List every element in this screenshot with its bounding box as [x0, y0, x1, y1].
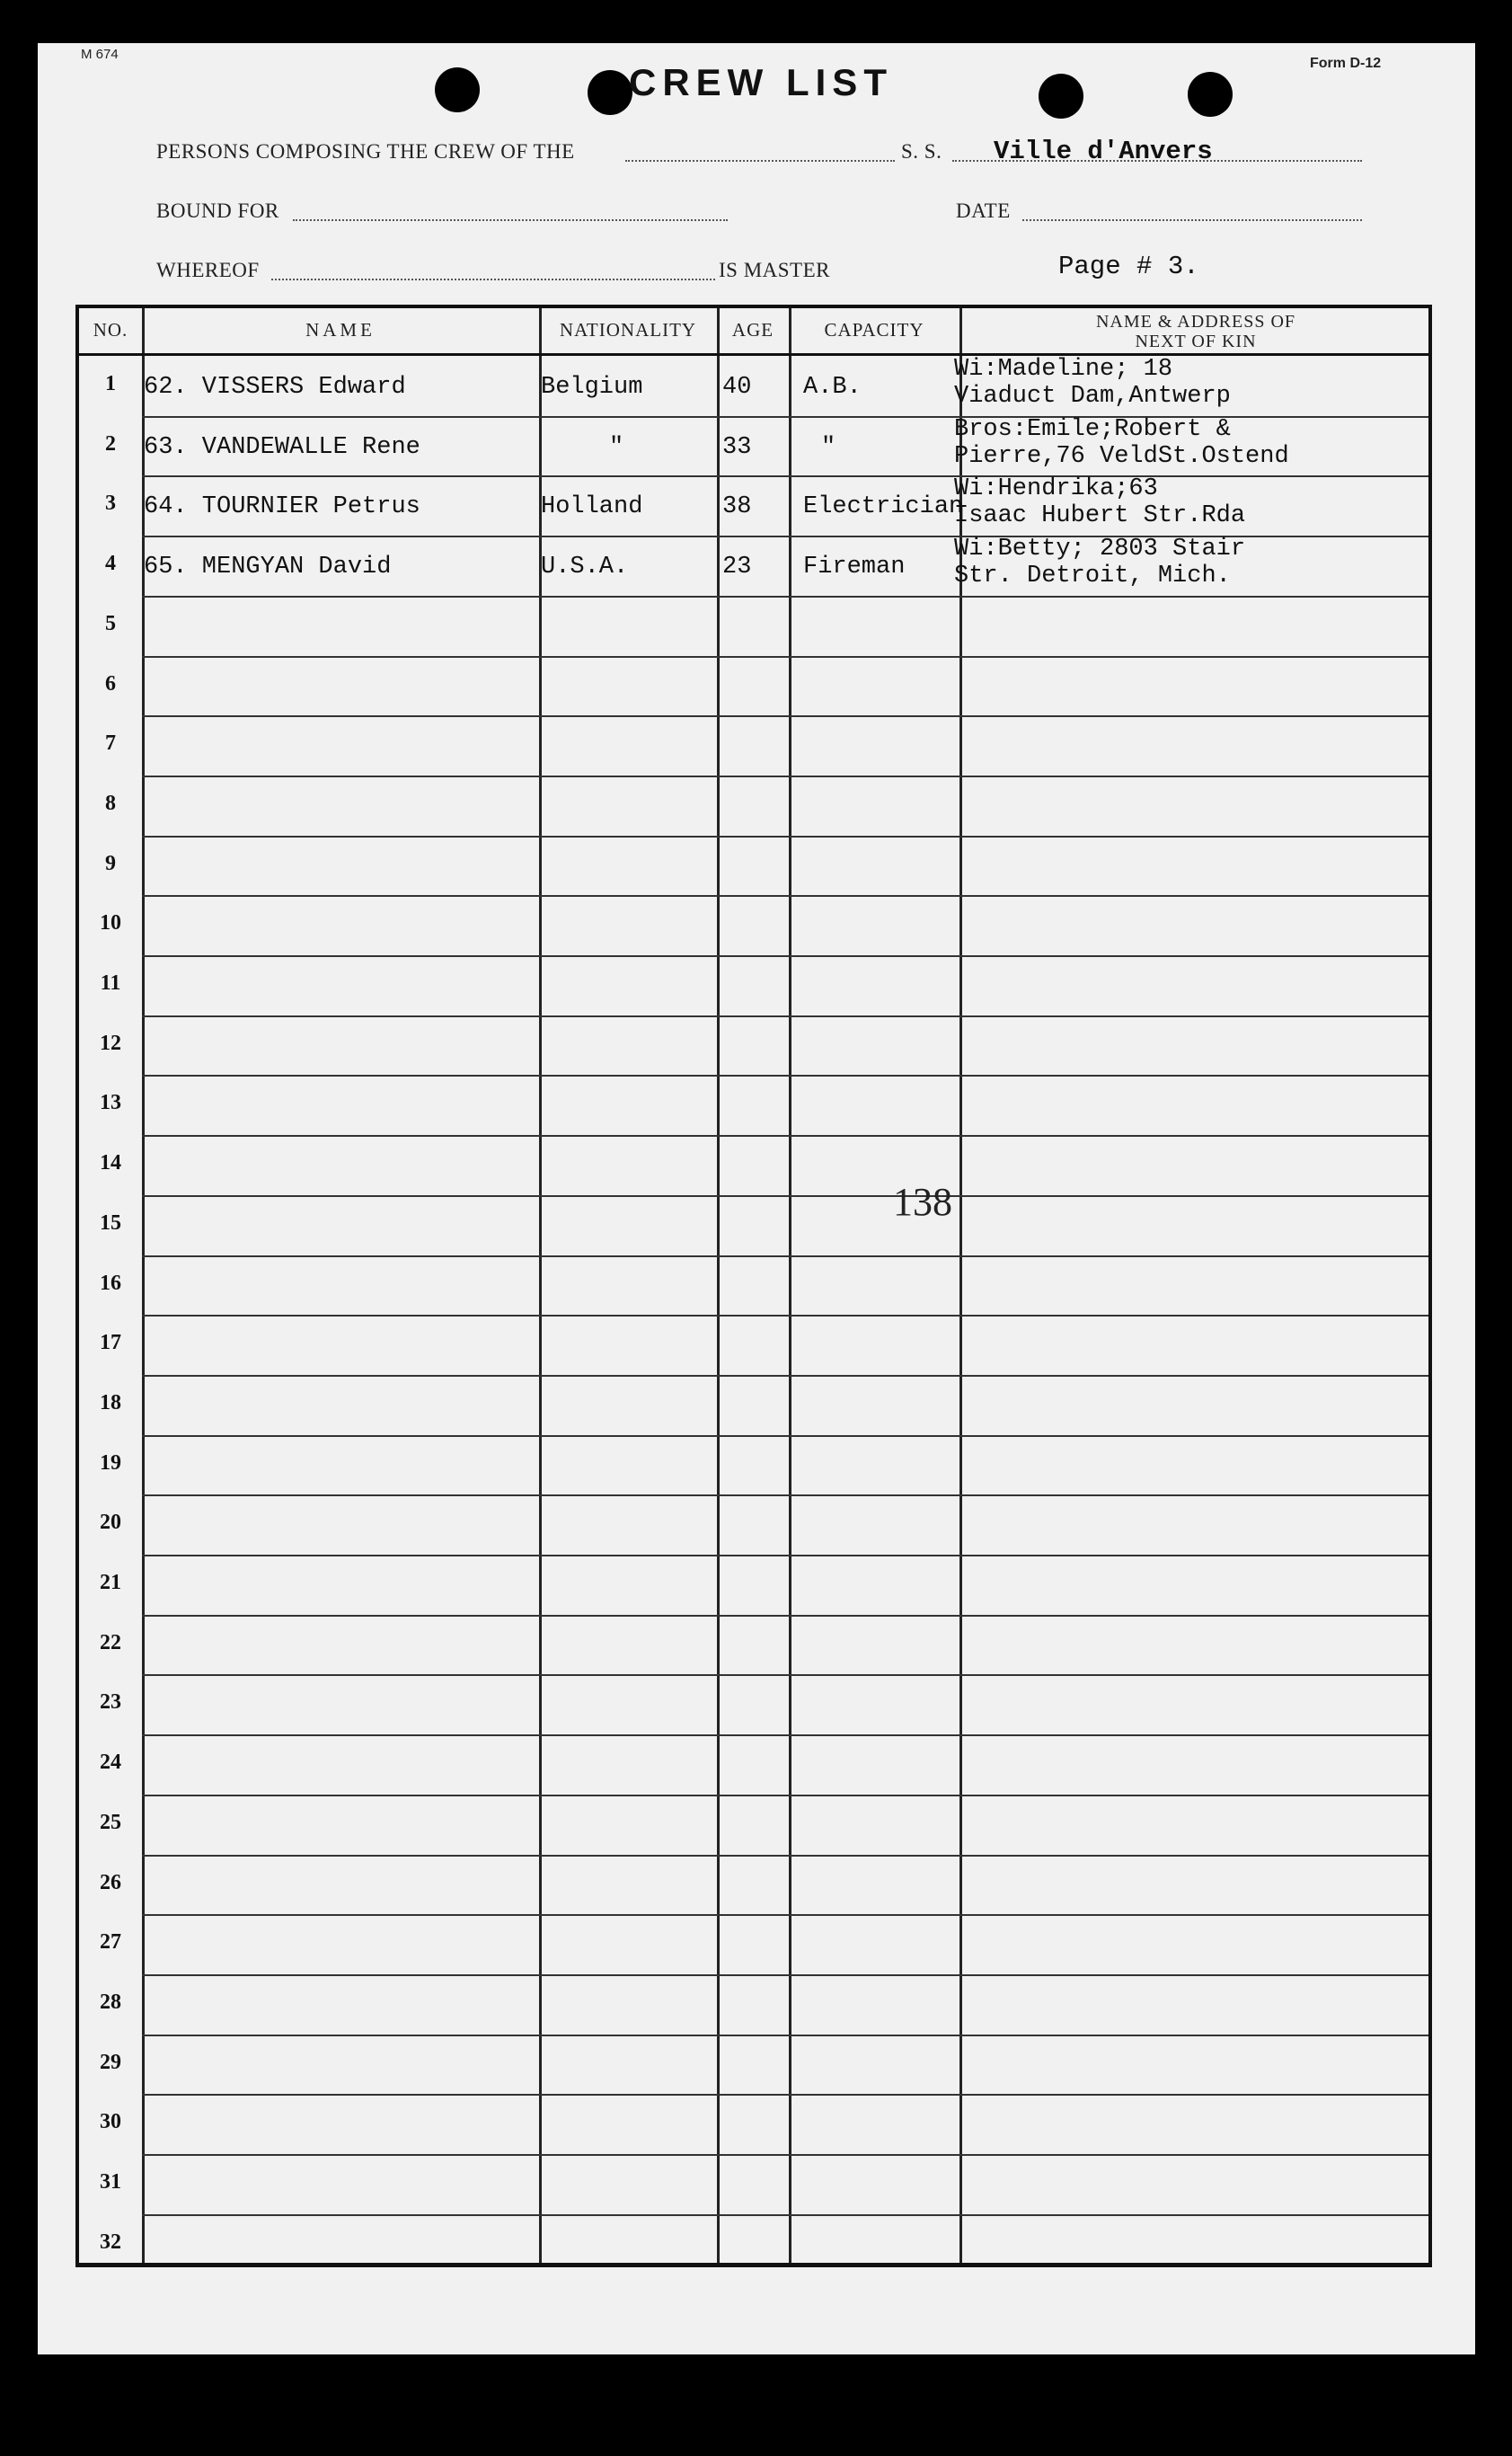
row-rule — [142, 1015, 1428, 1017]
row-rule — [142, 2214, 1428, 2216]
row-rule — [142, 475, 1428, 477]
col-divider — [959, 308, 962, 2263]
row-rule — [142, 1075, 1428, 1077]
col-header-kin-line1: NAME & ADDRESS OF — [1095, 312, 1296, 332]
row-number: 17 — [100, 1331, 121, 1355]
entry-capacity: A.B. — [803, 374, 862, 401]
entry-kin-line2: Isaac Hubert Str.Rda — [954, 502, 1246, 530]
row-number: 31 — [100, 2170, 121, 2194]
row-rule — [142, 1974, 1428, 1976]
col-header-kin-line2: NEXT OF KIN — [1135, 332, 1257, 351]
row-number: 23 — [100, 1690, 121, 1715]
row-number: 5 — [105, 611, 116, 635]
row-number: 22 — [100, 1630, 121, 1654]
row-rule — [142, 2154, 1428, 2156]
entry-age: 33 — [722, 433, 752, 461]
punch-hole-3 — [1039, 74, 1083, 119]
entry-kin-line1: Wi:Betty; 2803 Stair — [954, 536, 1246, 563]
row-number: 24 — [100, 1751, 121, 1775]
row-rule — [142, 1315, 1428, 1317]
entry-name: 63. VANDEWALLE Rene — [144, 433, 420, 461]
col-divider — [142, 308, 145, 2263]
entry-age: 23 — [722, 554, 752, 581]
row-rule — [142, 1734, 1428, 1736]
row-rule — [142, 656, 1428, 658]
row-rule — [142, 776, 1428, 777]
row-number: 6 — [105, 671, 116, 696]
row-rule — [142, 1615, 1428, 1617]
row-rule — [142, 715, 1428, 717]
row-number: 32 — [100, 2230, 121, 2254]
row-rule — [142, 596, 1428, 598]
col-header-nationality: NATIONALITY — [559, 319, 697, 341]
ship-leader-1 — [625, 160, 895, 162]
punch-hole-4 — [1188, 72, 1233, 117]
entry-kin-line1: Bros:Emile;Robert & — [954, 415, 1231, 443]
row-number: 7 — [105, 731, 116, 756]
row-number: 12 — [100, 1031, 121, 1055]
entry-nationality: Belgium — [541, 374, 643, 401]
entry-kin-line2: Pierre,76 VeldSt.Ostend — [954, 442, 1289, 470]
row-number: 9 — [105, 851, 116, 875]
entry-kin-line2: Str. Detroit, Mich. — [954, 563, 1231, 590]
row-number: 19 — [100, 1450, 121, 1475]
entry-age: 38 — [722, 493, 752, 521]
row-number: 16 — [100, 1271, 121, 1295]
master-label: IS MASTER — [719, 259, 830, 281]
row-number: 15 — [100, 1210, 121, 1235]
entry-kin-line1: Wi:Madeline; 18 — [954, 356, 1173, 383]
col-header-capacity: CAPACITY — [824, 319, 924, 341]
entry-nationality: " — [609, 433, 624, 461]
row-number: 30 — [100, 2110, 121, 2134]
row-rule — [142, 1914, 1428, 1916]
row-number: 3 — [105, 492, 116, 516]
row-rule — [142, 836, 1428, 838]
col-header-age: AGE — [731, 319, 774, 341]
row-number: 29 — [100, 2050, 121, 2074]
row-rule — [142, 1435, 1428, 1437]
entry-age: 40 — [722, 374, 752, 401]
row-number: 27 — [100, 1930, 121, 1955]
col-header-name: NAME — [305, 319, 376, 341]
row-rule — [142, 2094, 1428, 2096]
row-rule — [142, 1494, 1428, 1496]
ss-label: S. S. — [901, 140, 942, 163]
entry-name: 65. MENGYAN David — [144, 554, 392, 581]
entry-capacity: Electrician — [803, 493, 964, 521]
entry-name: 64. TOURNIER Petrus — [144, 493, 420, 521]
row-rule — [142, 416, 1428, 418]
punch-hole-2 — [588, 70, 632, 115]
row-rule — [142, 895, 1428, 897]
row-number: 11 — [100, 971, 121, 995]
row-number: 26 — [100, 1870, 121, 1894]
entry-name: 62. VISSERS Edward — [144, 374, 406, 401]
col-divider — [539, 308, 542, 2263]
row-rule — [142, 1255, 1428, 1257]
date-leader — [1022, 219, 1362, 221]
row-number: 20 — [100, 1511, 121, 1535]
col-header-no: NO. — [93, 319, 128, 341]
row-number: 25 — [100, 1810, 121, 1834]
col-divider — [717, 308, 720, 2263]
bound-for-leader — [293, 219, 728, 221]
entry-kin-line1: Wi:Hendrika;63 — [954, 475, 1158, 503]
row-number: 1 — [105, 372, 116, 395]
page-title: CREW LIST — [629, 61, 893, 103]
row-number: 28 — [100, 1990, 121, 2014]
entry-kin-line2: Viaduct Dam,Antwerp — [954, 383, 1231, 410]
punch-hole-1 — [435, 67, 480, 112]
row-number: 8 — [105, 791, 116, 815]
bound-for-label: BOUND FOR — [156, 199, 279, 222]
row-number: 13 — [100, 1091, 121, 1115]
persons-label: PERSONS COMPOSING THE CREW OF THE — [156, 140, 575, 163]
entry-nationality: Holland — [541, 493, 643, 521]
row-rule — [142, 1135, 1428, 1137]
row-rule — [142, 955, 1428, 957]
row-rule — [142, 1375, 1428, 1377]
row-rule — [142, 1795, 1428, 1796]
page-number: Page # 3. — [1058, 252, 1199, 281]
row-number: 14 — [100, 1151, 121, 1175]
stamp-number: 138 — [893, 1180, 952, 1224]
row-number: 4 — [105, 552, 116, 576]
crew-table — [75, 305, 1432, 2267]
entry-capacity: Fireman — [803, 554, 906, 581]
row-number: 10 — [100, 911, 121, 935]
entry-capacity: " — [821, 433, 836, 461]
whereof-label: WHEREOF — [156, 259, 260, 281]
row-rule — [142, 2035, 1428, 2036]
row-rule — [142, 1674, 1428, 1676]
row-number: 2 — [105, 431, 116, 456]
row-rule — [142, 1195, 1428, 1197]
corner-code: M 674 — [81, 47, 119, 62]
row-rule — [142, 1555, 1428, 1556]
whereof-leader — [271, 279, 715, 280]
form-number: Form D-12 — [1310, 56, 1382, 71]
row-number: 18 — [100, 1390, 121, 1414]
header-rule — [79, 353, 1428, 356]
ship-name: Ville d'Anvers — [994, 137, 1213, 166]
col-divider — [789, 308, 791, 2263]
entry-nationality: U.S.A. — [541, 554, 629, 581]
row-number: 21 — [100, 1571, 121, 1594]
row-rule — [142, 1855, 1428, 1857]
date-label: DATE — [956, 199, 1011, 222]
